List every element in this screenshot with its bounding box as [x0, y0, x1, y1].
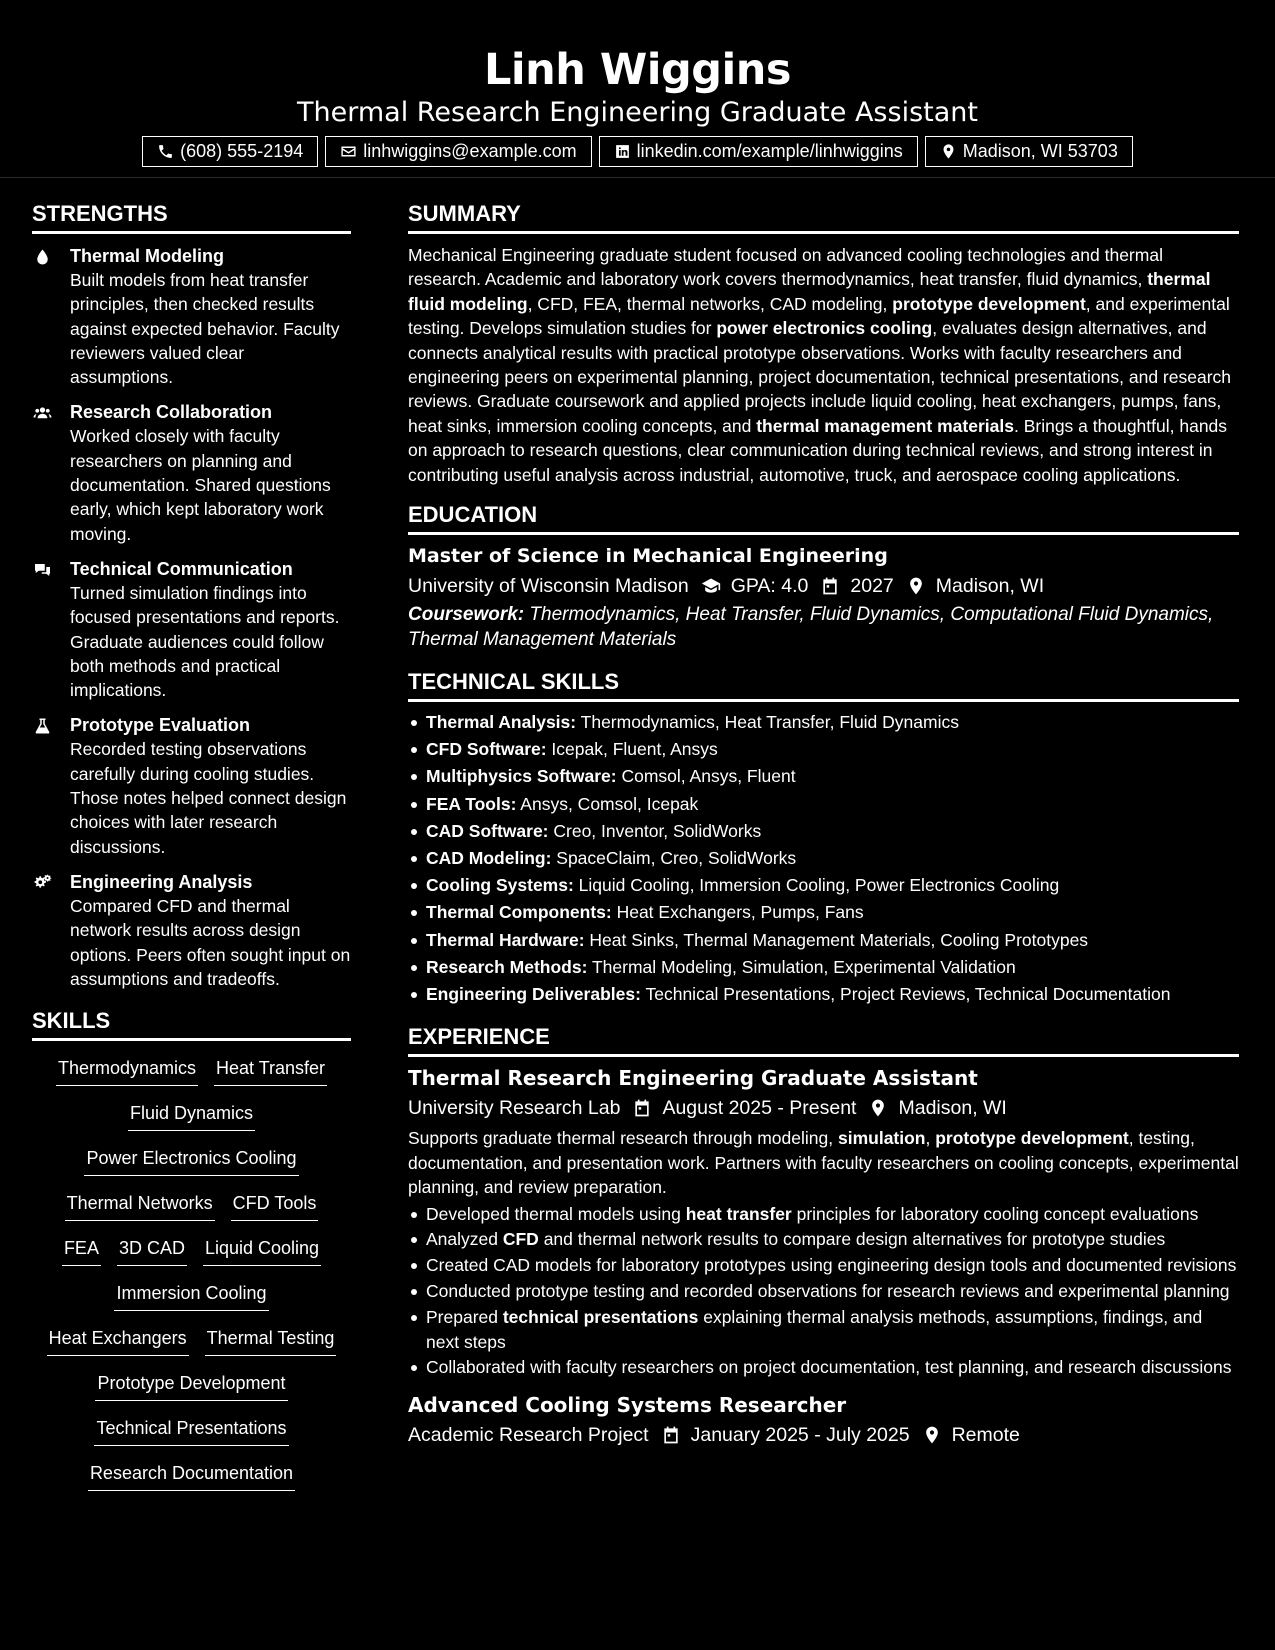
job-meta — [408, 1421, 1239, 1449]
skill-category: Cooling Systems: — [426, 875, 574, 896]
skill-tag-row — [32, 1053, 351, 1098]
job-bullet — [408, 1227, 1239, 1251]
strength-title: Technical Communication — [70, 558, 293, 579]
skill-category: Thermal Analysis: — [426, 712, 577, 733]
job-meta — [408, 1094, 1239, 1122]
job-bullet — [408, 1355, 1239, 1379]
skill-values: Liquid Cooling, Immersion Cooling, Power Electronics Cooling — [573, 875, 1060, 896]
technical-skills-section — [408, 668, 1239, 1008]
skill-tag-row — [32, 1368, 351, 1413]
skill-values: Technical Presentations, Project Reviews, Technical Documentation — [640, 984, 1171, 1005]
strength-body — [70, 713, 351, 858]
strength-title: Engineering Analysis — [70, 871, 253, 892]
skill-tag-row — [32, 1278, 351, 1323]
graduation-year: 2027 — [850, 575, 894, 598]
map-marker-icon — [940, 143, 957, 160]
calendar-icon — [661, 1425, 681, 1445]
job-bullet — [408, 1305, 1239, 1354]
experience-section — [408, 1023, 1239, 1449]
text-segment: Collaborated with faculty researchers on project documentation, test planning, and research discussions — [426, 1357, 1232, 1378]
skill-tag: Prototype Development — [95, 1371, 287, 1401]
text-segment: , and experimental testing. Develops simulation studies for — [408, 293, 1230, 339]
skill-values: Heat Exchangers, Pumps, Fans — [611, 902, 864, 923]
graduation-cap-icon — [701, 576, 721, 596]
map-marker-icon — [868, 1098, 888, 1118]
summary-text — [408, 243, 1239, 487]
phone-icon — [157, 143, 174, 160]
phone-text: (608) 555-2194 — [180, 141, 304, 161]
technical-skill-item — [408, 763, 1239, 790]
jobs-list — [408, 1065, 1239, 1449]
left-column — [32, 200, 351, 1503]
email-contact[interactable] — [325, 136, 591, 167]
skill-category: CFD Software: — [426, 739, 547, 760]
job-title: Thermal Research Engineering Graduate Assistant — [408, 1066, 978, 1091]
calendar-icon — [820, 576, 840, 596]
technical-skill-item — [408, 927, 1239, 954]
bold-text: prototype development — [935, 1128, 1129, 1149]
location-text: Madison, WI 53703 — [962, 141, 1118, 161]
education-location: Madison, WI — [935, 575, 1045, 598]
degree-title: Master of Science in Mechanical Engineering — [408, 545, 888, 568]
bold-text: heat transfer — [685, 1203, 792, 1224]
skill-tag: Research Documentation — [88, 1461, 295, 1491]
skill-category: FEA Tools: — [426, 793, 517, 814]
text-segment: and thermal network results to compare design alternatives for prototype studies — [538, 1229, 1166, 1250]
strength-item — [32, 713, 351, 858]
job-organization: University Research Lab — [408, 1097, 621, 1120]
job-organization: Academic Research Project — [408, 1423, 649, 1446]
skill-tag: FEA — [62, 1236, 101, 1266]
phone-contact[interactable] — [142, 136, 318, 167]
skill-tag: 3D CAD — [117, 1236, 187, 1266]
technical-skill-item — [408, 899, 1239, 926]
strength-item — [32, 244, 351, 389]
job-dates: January 2025 - July 2025 — [690, 1423, 910, 1446]
education-heading: EDUCATION — [408, 501, 1239, 535]
text-segment: Developed thermal models using — [426, 1203, 686, 1224]
strength-description: Recorded testing observations carefully during cooling studies. Those notes helped connect design choices with later research discussions. — [70, 739, 347, 857]
skill-tag: Immersion Cooling — [114, 1281, 268, 1311]
map-marker-icon — [922, 1425, 942, 1445]
candidate-name: Linh Wiggins — [483, 45, 791, 95]
gpa: GPA: 4.0 — [730, 575, 809, 598]
strength-description: Built models from heat transfer principles, then checked results against expected behavior. Faculty reviewers valued clear assumptions. — [70, 270, 340, 388]
linkedin-contact[interactable] — [599, 136, 918, 167]
skill-category: Research Methods: — [426, 956, 588, 977]
bold-text: technical presentations — [502, 1307, 699, 1328]
job-bullet — [408, 1253, 1239, 1277]
strength-description: Turned simulation findings into focused presentations and reports. Graduate audiences could follow both methods and practical implications. — [70, 582, 340, 701]
resume-header — [0, 0, 1275, 178]
job-location: Madison, WI — [898, 1097, 1007, 1120]
strength-icon-wrap — [32, 557, 70, 702]
bold-text: power electronics cooling — [716, 318, 933, 339]
skill-values: Icepak, Fluent, Ansys — [546, 739, 718, 760]
skill-tag-row — [32, 1233, 351, 1278]
skill-tag-row — [32, 1188, 351, 1233]
text-segment: Prepared — [426, 1307, 503, 1328]
skill-tag: Technical Presentations — [94, 1416, 288, 1446]
text-segment: Conducted prototype testing and recorded observations for research reviews and experimental planning — [426, 1281, 1230, 1302]
candidate-headline: Thermal Research Engineering Graduate Assistant — [297, 97, 978, 128]
text-segment: explaining thermal analysis methods, assumptions, findings, and next steps — [426, 1307, 1203, 1352]
strength-title: Prototype Evaluation — [70, 715, 251, 736]
strengths-heading: STRENGTHS — [32, 200, 351, 234]
technical-skills-list — [408, 709, 1239, 1008]
strength-icon-wrap — [32, 244, 70, 389]
job-description — [408, 1126, 1239, 1199]
text-segment: , — [925, 1128, 936, 1149]
skill-tag: Liquid Cooling — [203, 1236, 321, 1266]
strength-body — [70, 870, 351, 991]
bold-text: prototype development — [892, 293, 1086, 314]
technical-skill-item — [408, 736, 1239, 763]
envelope-icon — [340, 143, 357, 160]
skill-tag-row — [32, 1323, 351, 1368]
skill-values: Thermal Modeling, Simulation, Experimental Validation — [587, 956, 1016, 977]
job-bullet — [408, 1202, 1239, 1226]
strength-icon-wrap — [32, 870, 70, 991]
bold-text: CFD — [502, 1229, 539, 1250]
skill-category: Thermal Hardware: — [426, 929, 585, 950]
skill-category: CAD Software: — [426, 820, 549, 841]
right-column — [408, 200, 1239, 1449]
text-segment: , CFD, FEA, thermal networks, CAD modeling, — [527, 293, 893, 314]
job-entry — [408, 1065, 1239, 1380]
technical-skill-item — [408, 791, 1239, 818]
skill-category: Thermal Components: — [426, 902, 612, 923]
school-name: University of Wisconsin Madison — [408, 575, 689, 598]
skill-tag-row — [32, 1413, 351, 1458]
strength-item — [32, 557, 351, 702]
technical-skill-item — [408, 872, 1239, 899]
coursework-list: Thermodynamics, Heat Transfer, Fluid Dynamics, Computational Fluid Dynamics, Thermal Management Materials — [408, 604, 1214, 650]
job-location: Remote — [951, 1423, 1020, 1446]
education-section — [408, 501, 1239, 652]
text-segment: Supports graduate thermal research through modeling, — [408, 1128, 838, 1149]
technical-skill-item — [408, 981, 1239, 1008]
comments-icon — [32, 561, 53, 579]
droplet-icon — [32, 248, 53, 266]
text-segment: . Brings a thoughtful, hands on approach to research questions, clear communication during technical reviews, and strong interest in contributing useful analysis across industrial, automotive, truck, and aerospace cooling applications. — [408, 415, 1228, 485]
linkedin-icon — [614, 143, 631, 160]
technical-skill-item — [408, 818, 1239, 845]
bold-text: thermal fluid modeling — [408, 269, 1211, 314]
skill-tag-row — [32, 1098, 351, 1143]
skill-values: Creo, Inventor, SolidWorks — [548, 820, 762, 841]
text-segment: Mechanical Engineering graduate student focused on advanced cooling technologies and thermal research. Academic and laboratory work covers thermodynamics, heat transfer, fluid dynamics, — [408, 245, 1163, 290]
technical-skill-item — [408, 709, 1239, 736]
skill-tag: Thermodynamics — [56, 1056, 198, 1086]
strength-body — [70, 400, 351, 545]
skill-values: SpaceClaim, Creo, SolidWorks — [551, 848, 797, 869]
experience-heading: EXPERIENCE — [408, 1023, 1239, 1057]
strength-icon-wrap — [32, 400, 70, 545]
job-bullet — [408, 1279, 1239, 1303]
users-icon — [32, 404, 53, 422]
skill-category: CAD Modeling: — [426, 848, 552, 869]
skill-values: Thermodynamics, Heat Transfer, Fluid Dynamics — [576, 712, 959, 733]
skill-category: Engineering Deliverables: — [426, 984, 641, 1005]
skill-tag-row — [32, 1143, 351, 1188]
strength-title: Research Collaboration — [70, 402, 273, 423]
email-text: linhwiggins@example.com — [363, 141, 577, 161]
strength-description: Compared CFD and thermal network results across design options. Peers often sought input on assumptions and tradeoffs. — [70, 895, 351, 989]
skill-values: Heat Sinks, Thermal Management Materials, Cooling Prototypes — [584, 929, 1089, 950]
strength-title: Thermal Modeling — [70, 246, 225, 266]
skill-tag: Thermal Networks — [65, 1191, 215, 1221]
strength-body — [70, 244, 351, 389]
strength-item — [32, 400, 351, 545]
technical-skill-item — [408, 954, 1239, 981]
technical-skill-item — [408, 845, 1239, 872]
linkedin-text: linkedin.com/example/linhwiggins — [636, 141, 903, 161]
skill-tag: Heat Transfer — [214, 1056, 327, 1086]
coursework — [408, 603, 1239, 652]
skill-tag: CFD Tools — [231, 1191, 319, 1221]
location-contact — [925, 136, 1133, 167]
skill-tag: Fluid Dynamics — [128, 1101, 255, 1131]
education-meta — [408, 572, 1239, 600]
job-dates: August 2025 - Present — [662, 1097, 857, 1120]
text-segment: Created CAD models for laboratory prototypes using engineering design tools and documented revisions — [426, 1255, 1237, 1276]
text-segment: principles for laboratory cooling concept evaluations — [791, 1203, 1199, 1224]
strengths-list — [32, 244, 351, 991]
job-entry — [408, 1392, 1239, 1449]
strength-body — [70, 557, 351, 702]
text-segment: , evaluates design alternatives, and connects analytical results with practical prototype observations. Works with faculty researchers and engineering peers on experimental planning, project documentation, technical presentations, and research reviews. Graduate coursework and applied projects include liquid cooling, heat exchangers, pumps, fans, heat sinks, immersion cooling concepts, and — [408, 318, 1232, 436]
skill-values: Ansys, Comsol, Icepak — [516, 793, 699, 814]
strength-icon-wrap — [32, 713, 70, 858]
calendar-icon — [632, 1098, 652, 1118]
text-segment: Analyzed — [426, 1229, 503, 1250]
skills-tags — [32, 1053, 351, 1503]
summary-heading: SUMMARY — [408, 200, 1239, 234]
map-marker-icon — [906, 576, 926, 596]
strength-description: Worked closely with faculty researchers on planning and documentation. Shared questions early, which kept laboratory work moving. — [70, 426, 331, 544]
skills-heading: SKILLS — [32, 1007, 351, 1041]
job-title: Advanced Cooling Systems Researcher — [408, 1392, 847, 1417]
text-segment: , testing, documentation, and presentation work. Partners with faculty researchers on cooling concepts, experimental planning, and review preparation. — [408, 1128, 1239, 1198]
job-bullets — [408, 1202, 1239, 1380]
bold-text: thermal management materials — [756, 415, 1014, 436]
skill-tag: Power Electronics Cooling — [84, 1146, 298, 1176]
skill-tag: Heat Exchangers — [47, 1326, 189, 1356]
flask-icon — [32, 717, 53, 735]
gears-icon — [32, 874, 53, 892]
skill-values: Comsol, Ansys, Fluent — [616, 766, 796, 787]
coursework-label: Coursework: — [408, 604, 525, 626]
skill-tag-row — [32, 1458, 351, 1503]
strength-item — [32, 870, 351, 991]
skill-tag: Thermal Testing — [205, 1326, 337, 1356]
bold-text: simulation — [837, 1128, 926, 1149]
contact-bar — [0, 136, 1275, 167]
technical-skills-heading: TECHNICAL SKILLS — [408, 668, 1239, 702]
skill-category: Multiphysics Software: — [426, 766, 617, 787]
